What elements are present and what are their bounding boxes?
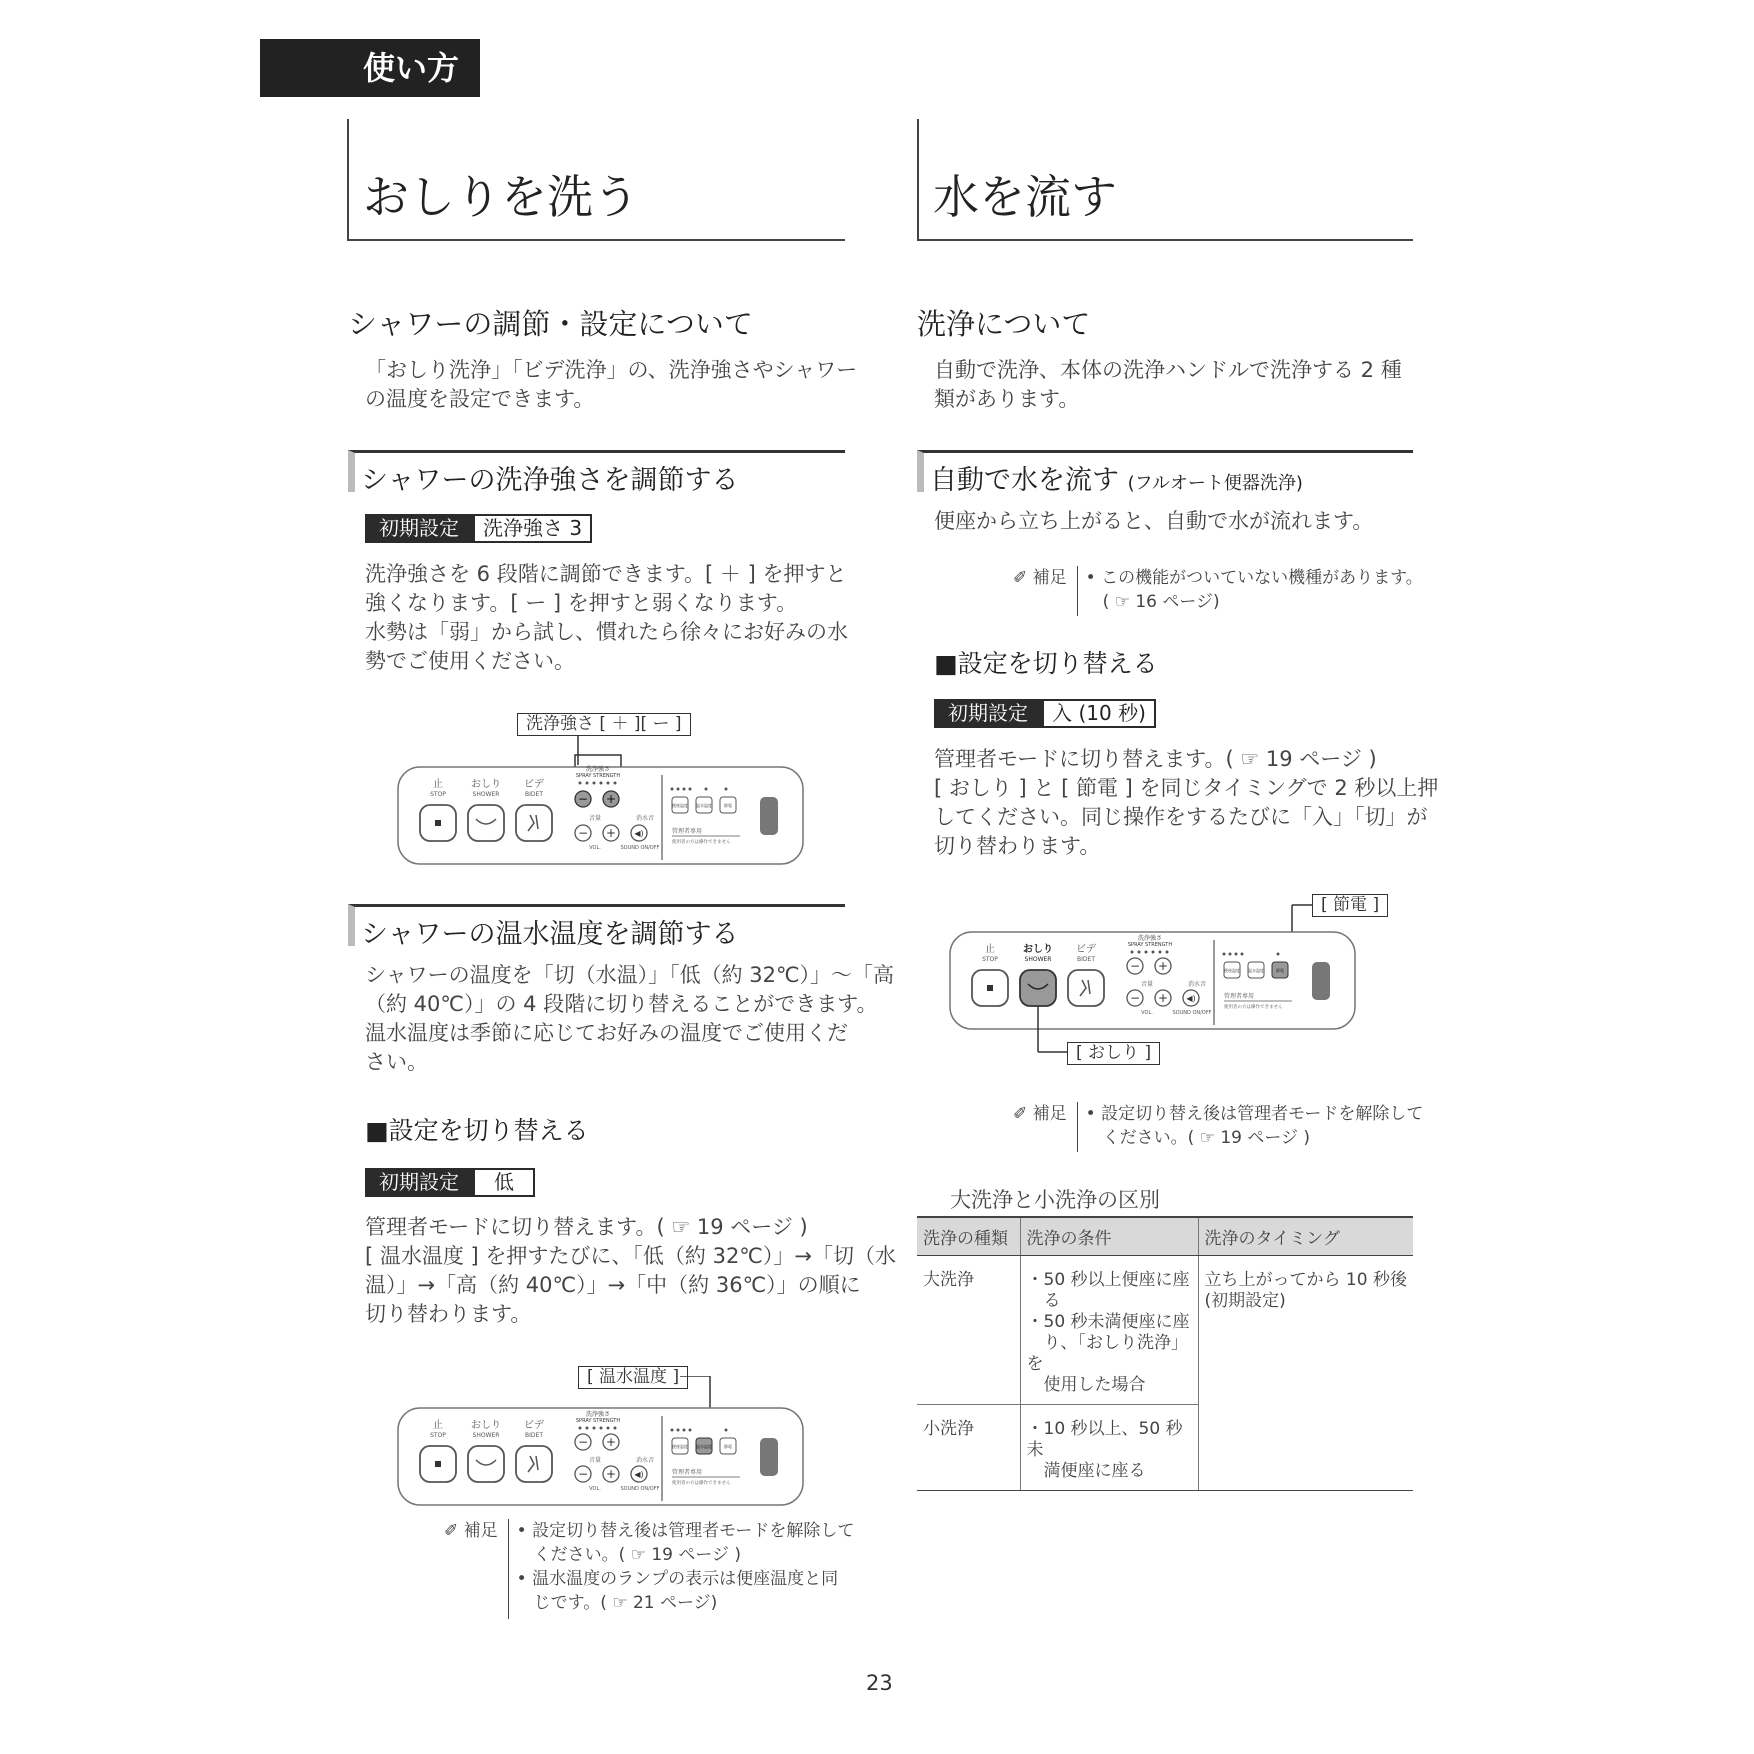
svg-text:ビデ: ビデ — [1076, 944, 1096, 955]
svg-text:+: + — [605, 826, 617, 840]
svg-text:SPRAY STRENGTH: SPRAY STRENGTH — [1127, 942, 1173, 948]
auto-body2: 管理者モードに切り替えます。( ☞ 19 ページ ) [ おしり ] と [ 節電 ] を同じタイミングで 2 秒以上押 してください。同じ操作をするたびに「入」「切」が 切り替わります。 — [934, 747, 1439, 858]
temp-note: ✐ 補足 • 設定切り替え後は管理者モードを解除して ください。( ☞ 19 ページ ) • 温水温度のランプの表示は便座温度と同 じです。( ☞ 21 ページ) — [444, 1519, 854, 1619]
right-subtitle: 洗浄について — [917, 307, 1091, 341]
speaker-icon: ◀) — [1186, 994, 1196, 1003]
svg-text:管理者専用: 管理者専用 — [1224, 993, 1255, 1000]
sensor-window — [1312, 962, 1330, 1000]
strength-body: 洗浄強さを 6 段階に調節できます。[ ＋ ] を押すと 強くなります。[ ー ] を押すと弱くなります。 水勢は「弱」から試し、慣れたら徐々にお好みの水 勢でご使用ください。 — [365, 562, 848, 673]
section-tag: 使い方 — [260, 39, 480, 97]
svg-text:止: 止 — [433, 1420, 443, 1431]
svg-text:消水音: 消水音 — [635, 1457, 655, 1464]
svg-text:BIDET: BIDET — [525, 1432, 543, 1439]
temp-switch-heading: ■設定を切り替える — [365, 1116, 589, 1145]
svg-text:温水温度: 温水温度 — [1248, 968, 1264, 973]
svg-text:おしり: おしり — [471, 1420, 501, 1431]
svg-text:−: − — [577, 792, 589, 806]
svg-text:止: 止 — [985, 944, 995, 955]
svg-text:音量: 音量 — [588, 815, 602, 822]
temp-body2: 管理者モードに切り替えます。( ☞ 19 ページ ) [ 温水温度 ] を押すたびに、「低（約 32℃）」→「切（水 温）」→「高（約 40℃）」→「中（約 36℃）」の順に 切り替わります。 — [365, 1215, 896, 1326]
stop-icon — [435, 1461, 441, 1467]
svg-text:便座温度: 便座温度 — [672, 1444, 688, 1449]
sensor-window — [760, 797, 778, 835]
power-save-callout: [ 節電 ] — [1312, 894, 1388, 917]
svg-text:消水音: 消水音 — [1187, 981, 1207, 988]
svg-text:+: + — [605, 1435, 617, 1449]
svg-text:洗浄強さ: 洗浄強さ — [1137, 935, 1163, 942]
svg-text:BIDET: BIDET — [525, 791, 543, 798]
svg-text:SPRAY STRENGTH: SPRAY STRENGTH — [575, 773, 621, 779]
svg-text:ビデ: ビデ — [524, 1420, 544, 1431]
left-subtitle: シャワーの調節・設定について — [348, 307, 753, 341]
svg-text:SHOWER: SHOWER — [472, 791, 500, 798]
auto-flush-heading: 自動で水を流す (フルオート便器洗浄) — [917, 450, 1413, 492]
svg-text:管理者専用: 管理者専用 — [672, 828, 703, 835]
svg-text:STOP: STOP — [430, 791, 446, 798]
stop-icon — [435, 820, 441, 826]
table-header: 洗浄のタイミング — [1198, 1217, 1413, 1256]
shower-label: おしり — [471, 779, 501, 790]
speaker-icon: ◀) — [634, 829, 644, 838]
svg-text:−: − — [577, 1435, 589, 1449]
svg-text:−: − — [577, 826, 589, 840]
pencil-icon: ✐ 補足 — [1013, 1102, 1078, 1152]
shower-button-highlighted[interactable] — [1020, 970, 1056, 1006]
right-page-title: 水を流す — [933, 170, 1117, 224]
svg-text:使用者の方は操作できません: 使用者の方は操作できません — [672, 1481, 731, 1486]
svg-text:STOP: STOP — [982, 956, 998, 963]
left-heading-box — [347, 119, 845, 241]
svg-text:音量: 音量 — [1140, 981, 1154, 988]
table-row: 大洗浄 ・50 秒以上便座に座 る ・50 秒未満便座に座 り、「おしり洗浄」を 使用した場合 立ち上がってから 10 秒後 (初期設定) — [917, 1256, 1413, 1405]
svg-text:+: + — [1157, 959, 1169, 973]
svg-text:節電: 節電 — [724, 803, 732, 808]
svg-text:使用者の方は操作できません: 使用者の方は操作できません — [672, 840, 731, 845]
left-intro: 「おしり洗浄」「ビデ洗浄」の、洗浄強さやシャワー の温度を設定できます。 — [365, 358, 858, 411]
svg-text:温水温度: 温水温度 — [696, 803, 712, 808]
shower-callout: [ おしり ] — [1067, 1042, 1160, 1065]
pencil-icon: ✐ 補足 — [444, 1519, 509, 1619]
svg-text:+: + — [1157, 991, 1169, 1005]
stop-label: 止 — [433, 779, 443, 790]
speaker-icon: ◀) — [634, 1470, 644, 1479]
strength-callout: 洗浄強さ [ ＋ ][ ー ] — [517, 713, 691, 736]
svg-text:SOUND ON/OFF: SOUND ON/OFF — [620, 845, 660, 851]
control-panel-diagram-1 — [390, 735, 810, 870]
pencil-icon: ✐ 補足 — [1013, 566, 1078, 616]
svg-text:STOP: STOP — [430, 1432, 446, 1439]
shower-button[interactable] — [468, 805, 504, 841]
temp-callout: [ 温水温度 ] — [578, 1366, 688, 1389]
svg-text:おしり: おしり — [1023, 944, 1053, 955]
table-row: 小洗浄 ・10 秒以上、50 秒未 満便座に座る — [917, 1405, 1413, 1491]
svg-text:節電: 節電 — [1276, 968, 1284, 973]
flush-type-table — [917, 1216, 1413, 1491]
auto-default-badge: 初期設定 入 (10 秒) — [934, 699, 1156, 728]
svg-text:VOL.: VOL. — [589, 1486, 601, 1492]
svg-text:SHOWER: SHOWER — [472, 1432, 500, 1439]
auto-switch-note: ✐ 補足 • 設定切り替え後は管理者モードを解除して ください。( ☞ 19 ページ ) — [1013, 1102, 1423, 1152]
svg-text:+: + — [605, 1467, 617, 1481]
svg-text:+: + — [605, 792, 617, 806]
svg-text:節電: 節電 — [724, 1444, 732, 1449]
bidet-label: ビデ — [524, 779, 544, 790]
temp-section-heading: シャワーの温水温度を調節する — [348, 904, 845, 946]
right-intro: 自動で洗浄、本体の洗浄ハンドルで洗浄する 2 種 類があります。 — [934, 358, 1402, 411]
svg-text:SHOWER: SHOWER — [1024, 956, 1052, 963]
svg-text:消水音: 消水音 — [635, 815, 655, 822]
svg-text:管理者専用: 管理者専用 — [672, 1469, 703, 1476]
svg-text:使用者の方は操作できません: 使用者の方は操作できません — [1224, 1005, 1283, 1010]
svg-text:SOUND ON/OFF: SOUND ON/OFF — [1172, 1010, 1212, 1016]
left-page-title: おしりを洗う — [363, 170, 639, 224]
table-header: 洗浄の種類 — [917, 1217, 1020, 1256]
temp-body: シャワーの温度を「切（水温）」「低（約 32℃）」～「高 （約 40℃）」の 4 段階に切り替えることができます。 温水温度は季節に応じてお好みの温度でご使用くだ さい。 — [365, 963, 895, 1074]
strength-default-badge: 初期設定 洗浄強さ 3 — [365, 514, 592, 543]
right-heading-box — [917, 119, 1413, 241]
auto-flush-note: ✐ 補足 • この機能がついていない機種があります。 ( ☞ 16 ページ) — [1013, 566, 1423, 616]
svg-text:VOL.: VOL. — [1141, 1010, 1153, 1016]
svg-text:VOL.: VOL. — [589, 845, 601, 851]
strength-section-heading: シャワーの洗浄強さを調節する — [348, 450, 845, 492]
temp-default-badge: 初期設定 低 — [365, 1168, 535, 1197]
svg-text:−: − — [577, 1467, 589, 1481]
shower-button[interactable] — [468, 1446, 504, 1482]
stop-icon — [987, 985, 993, 991]
page-number: 23 — [866, 1671, 893, 1695]
sensor-window — [760, 1438, 778, 1476]
svg-text:便座温度: 便座温度 — [672, 803, 688, 808]
svg-text:温水温度: 温水温度 — [696, 1444, 712, 1449]
svg-text:音量: 音量 — [588, 1457, 602, 1464]
auto-switch-heading: ■設定を切り替える — [934, 649, 1158, 678]
control-panel-diagram-2 — [390, 1376, 810, 1511]
svg-text:SOUND ON/OFF: SOUND ON/OFF — [620, 1486, 660, 1492]
svg-text:BIDET: BIDET — [1077, 956, 1095, 963]
svg-text:洗浄強さ: 洗浄強さ — [585, 766, 611, 773]
table-caption: 大洗浄と小洗浄の区別 — [950, 1188, 1160, 1212]
svg-text:−: − — [1129, 991, 1141, 1005]
auto-flush-body: 便座から立ち上がると、自動で水が流れます。 — [934, 509, 1374, 533]
svg-text:−: − — [1129, 959, 1141, 973]
svg-text:便座温度: 便座温度 — [1224, 968, 1240, 973]
table-header: 洗浄の条件 — [1020, 1217, 1198, 1256]
svg-text:洗浄強さ: 洗浄強さ — [585, 1411, 611, 1418]
svg-text:SPRAY STRENGTH: SPRAY STRENGTH — [575, 1418, 621, 1424]
